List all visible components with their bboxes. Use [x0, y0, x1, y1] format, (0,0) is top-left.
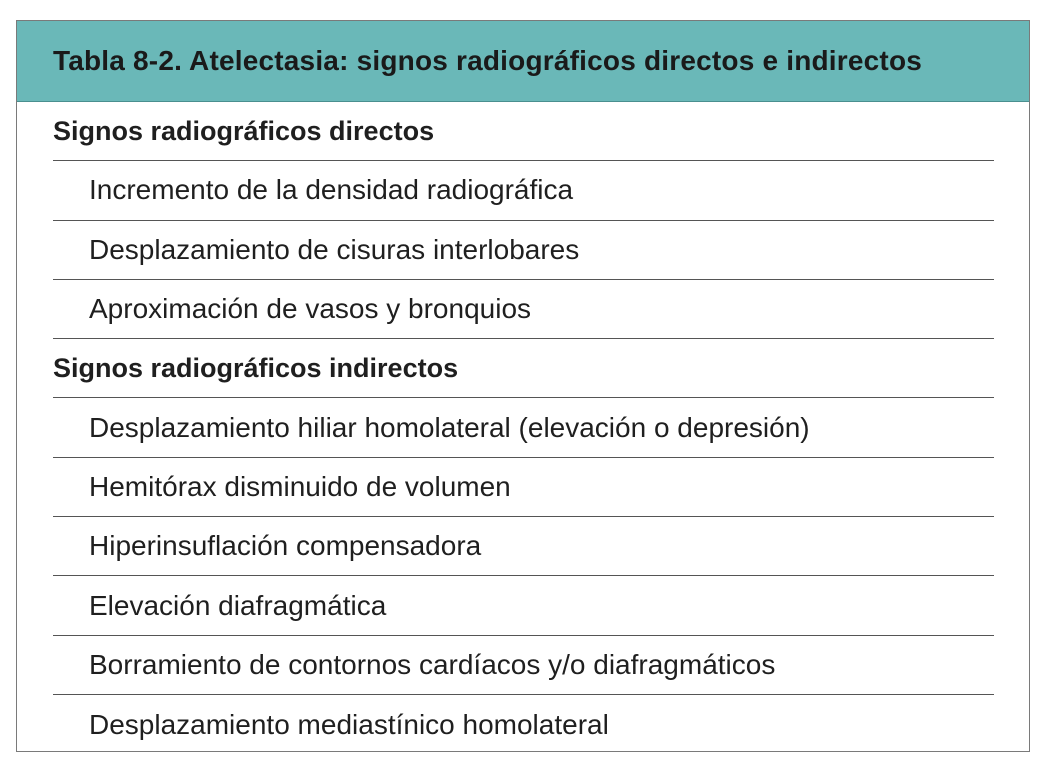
- table-title: Tabla 8-2. Atelectasia: signos radiográficos directos e indirectos: [53, 45, 923, 76]
- table-row: Desplazamiento hiliar homolateral (elevación o depresión): [53, 398, 994, 457]
- table-row: Elevación diafragmática: [53, 576, 994, 635]
- table-row: Hemitórax disminuido de volumen: [53, 458, 994, 517]
- table-row: Hiperinsuflación compensadora: [53, 517, 994, 576]
- table-row: Aproximación de vasos y bronquios: [53, 280, 994, 339]
- section-heading-direct: Signos radiográficos directos: [53, 102, 994, 161]
- table-header: [17, 21, 1029, 102]
- data-table: [16, 20, 1030, 752]
- table-row: Borramiento de contornos cardíacos y/o diafragmáticos: [53, 636, 994, 695]
- table-row: Desplazamiento mediastínico homolateral: [89, 708, 609, 740]
- table-row: Incremento de la densidad radiográfica: [53, 161, 994, 220]
- table-body: [17, 102, 1029, 754]
- section-heading-indirect: Signos radiográficos indirectos: [53, 339, 994, 398]
- table-row: Desplazamiento de cisuras interlobares: [53, 221, 994, 280]
